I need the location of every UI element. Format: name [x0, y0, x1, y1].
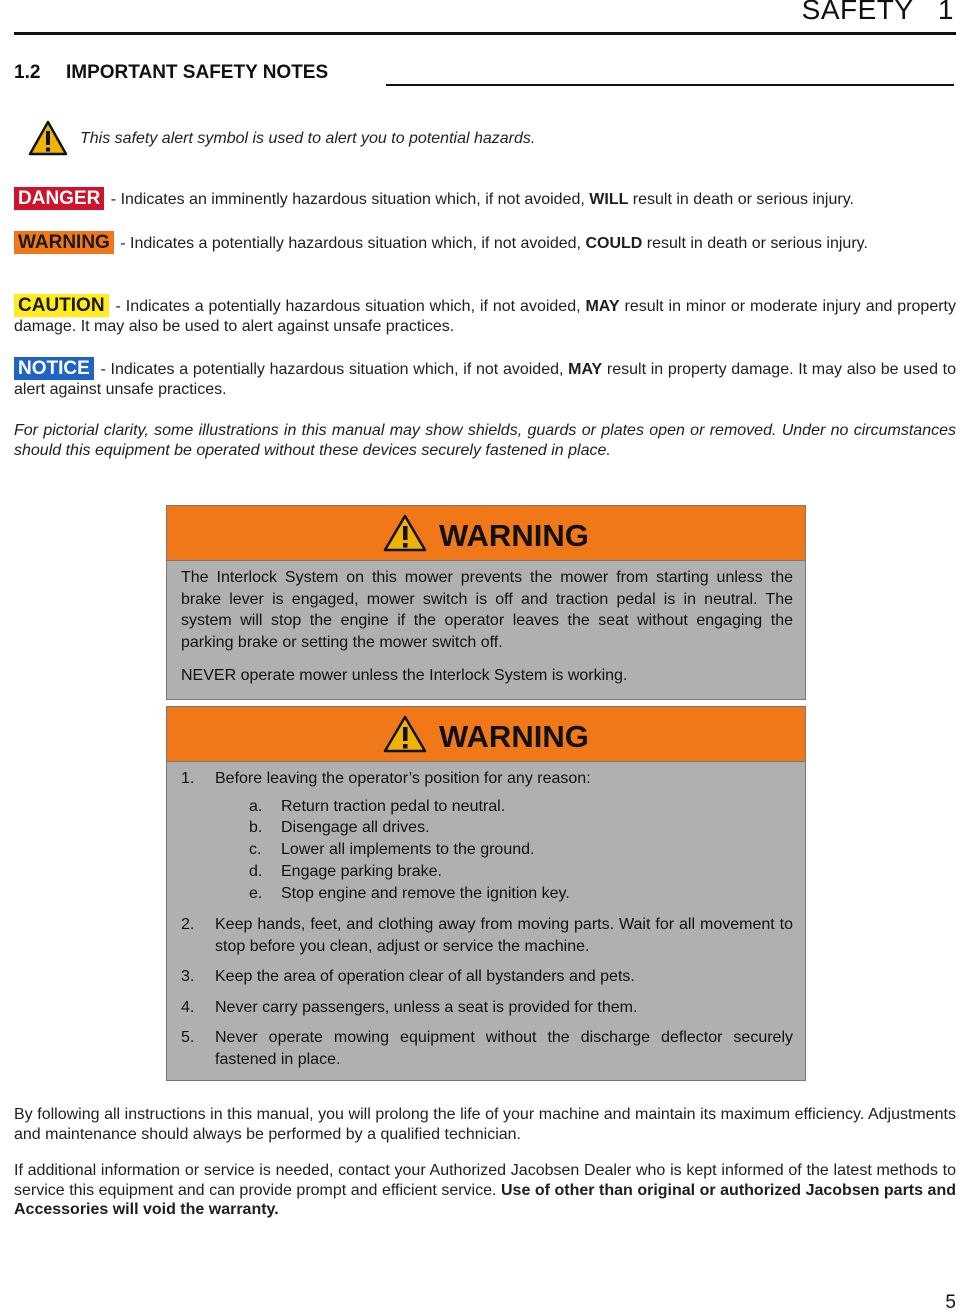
warning-triangle-icon [28, 120, 68, 156]
sub-item-text: Lower all implements to the ground. [281, 841, 535, 859]
sub-list-item [215, 861, 793, 883]
notice-text-emphasis: MAY [568, 361, 603, 378]
section-heading [14, 62, 954, 84]
danger-text-emphasis: WILL [589, 191, 629, 208]
list-item [181, 1027, 793, 1070]
list-item-text: Keep hands, feet, and clothing away from moving parts. Wait for all movement to stop before you clean, adjust or service the machine. [215, 916, 793, 955]
list-item [181, 966, 793, 988]
danger-definition [14, 187, 956, 210]
sub-item-letter: d. [249, 862, 263, 880]
warning-triangle-icon [383, 514, 427, 552]
caution-text-emphasis: MAY [585, 298, 620, 315]
sub-item-letter: b. [249, 819, 263, 837]
alert-symbol-description: This safety alert symbol is used to alert you to potential hazards. [80, 130, 536, 147]
sub-item-letter: e. [249, 884, 263, 902]
list-item-number: 2. [181, 916, 195, 934]
sub-item-text: Engage parking brake. [281, 862, 442, 880]
dealer-service-paragraph [14, 1161, 956, 1220]
list-item-text: Keep the area of operation clear of all bystanders and pets. [215, 968, 635, 986]
sub-list-item [215, 883, 793, 905]
danger-text-post: result in death or serious injury. [628, 191, 854, 208]
heading-underline [386, 84, 954, 86]
warning-box-body [167, 762, 805, 1080]
warning-box-header [167, 707, 805, 762]
warning-box-body [167, 561, 805, 699]
list-item-number: 1. [181, 770, 195, 787]
warning-text-emphasis: COULD [585, 235, 643, 252]
list-item [181, 997, 793, 1019]
safety-instructions-list [181, 768, 793, 1070]
interlock-description: The Interlock System on this mower prevents the mower from starting unless the brake lever is engaged, mower switch is off and traction pedal is in neutral. The system will stop the engine if the operator leaves the seat without engaging the parking brake or setting the mower switch off. [181, 569, 793, 651]
section-title: IMPORTANT SAFETY NOTES [66, 62, 329, 83]
danger-badge: DANGER [14, 187, 104, 210]
warning-box-header [167, 506, 805, 561]
sub-item-text: Disengage all drives. [281, 819, 430, 837]
list-item-text: Before leaving the operator’s position for any reason: [215, 770, 591, 787]
warning-box-title: WARNING [439, 719, 589, 754]
sub-instructions-list [215, 796, 793, 905]
list-item-text: Never carry passengers, unless a seat is provided for them. [215, 998, 638, 1016]
list-item [181, 914, 793, 957]
notice-definition [14, 357, 956, 400]
notice-badge: NOTICE [14, 357, 94, 380]
list-item-number: 3. [181, 968, 195, 986]
list-item-number: 5. [181, 1029, 195, 1047]
interlock-never-operate: NEVER operate mower unless the Interlock System is working. [181, 667, 628, 684]
sub-item-text: Stop engine and remove the ignition key. [281, 884, 570, 902]
notice-text-post: result in property damage. It may also be used to alert against unsafe practices. [14, 361, 957, 398]
list-item-number: 4. [181, 998, 195, 1016]
warning-badge: WARNING [14, 231, 114, 254]
header-title: SAFETY 1 [801, 0, 954, 25]
warning-text-pre: - Indicates a potentially hazardous situation which, if not avoided, [115, 235, 586, 252]
list-item [181, 768, 793, 904]
warning-text-post: result in death or serious injury. [642, 235, 868, 252]
sub-item-text: Return traction pedal to neutral. [281, 797, 506, 815]
caution-definition [14, 294, 956, 337]
warning-triangle-icon [383, 715, 427, 753]
page-number: 5 [945, 1292, 956, 1313]
sub-item-letter: c. [249, 841, 262, 859]
pictorial-clarity-note: For pictorial clarity, some illustrations in this manual may show shields, guards or plates open or removed. Under no circumstances should this equipment be operated without these devices securely fastened in place. [14, 422, 956, 459]
list-item-text: Never operate mowing equipment without the discharge deflector securely fastened in place. [215, 1029, 793, 1068]
warning-box-title: WARNING [439, 518, 589, 553]
dealer-service-text: If additional information or service is needed, contact your Authorized Jacobsen Dealer who is kept informed of the latest methods to service this equipment and can provide prompt and efficient service. [14, 1162, 956, 1199]
caution-text-post: result in minor or moderate injury and property damage. It may also be used to alert against unsafe practices. [14, 298, 957, 335]
danger-text-pre: - Indicates an imminently hazardous situation which, if not avoided, [106, 191, 590, 208]
sub-list-item [215, 817, 793, 839]
maintenance-paragraph: By following all instructions in this manual, you will prolong the life of your machine and maintain its maximum efficiency. Adjustments and maintenance should always be performed by a qualified technician. [14, 1106, 956, 1143]
caution-text-pre: - Indicates a potentially hazardous situation which, if not avoided, [110, 298, 586, 315]
warranty-void-statement: Use of other than original or authorized Jacobsen parts and Accessories will void the warranty. [14, 1181, 957, 1218]
interlock-warning-box [166, 505, 806, 700]
sub-list-item [215, 839, 793, 861]
warning-definition [14, 231, 956, 254]
sub-item-letter: a. [249, 797, 263, 815]
caution-badge: CAUTION [14, 294, 109, 317]
general-warning-box [166, 706, 806, 1081]
sub-list-item [215, 796, 793, 818]
notice-text-pre: - Indicates a potentially hazardous situation which, if not avoided, [95, 361, 569, 378]
header-rule [14, 32, 956, 35]
section-number: 1.2 [14, 62, 41, 83]
